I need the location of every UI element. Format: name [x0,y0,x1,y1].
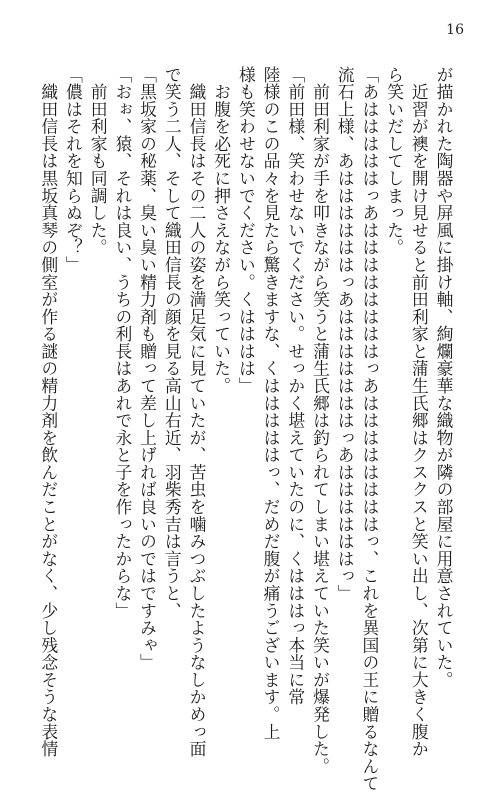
text-line: 「黒坂家の秘薬、臭い臭い精力剤も贈って差し上げれば良いのではですみゃ」 [137,66,158,672]
text-line: で笑う二人、そして織田信長の顔を見る高山右近、羽柴秀吉は言うと、 [162,66,183,620]
text-line: 前田利家も同調した。 [88,66,109,257]
text-line: 前田利家が手を叩きながら笑うと蒲生氏郷は釣られてしまい堪えていた笑いが爆発した。 [310,66,331,775]
text-line: 陸様のこの品々を見たら驚きますな、くはははははっ、だめだ腹が痛うございます。上 [261,66,282,741]
page-number: 16 [446,22,464,38]
text-line: 「前田様、笑わせないでください。せっかく堪えていたのに、くはははっ本当に常 [285,66,306,706]
text-line: お腹を必死に押さえながら笑っていた。 [211,66,232,395]
text-line: 織田信長はその二人の姿を満足気に見ていたが、苦虫を噛みつぶしたようなしかめっ面 [186,66,207,758]
text-line: 「あはははははっあははははははははっあははははははははっ、これを異国の王に贈るなんて [359,66,380,792]
text-line: 様も笑わせないでください。くはははは」 [236,66,257,395]
vertical-text-body [38,66,456,792]
text-line: 流石上様、あははははははっあはははははははっあははははははっ」 [335,66,356,602]
text-line: 「儂はそれを知らぬぞ？」 [63,66,84,274]
text-line: 織田信長は黒坂真琴の側室が作る謎の精力剤を飲んだことがなく、少し残念そうな表情 [38,66,59,758]
text-line: が描かれた陶器や屏風に掛け軸、絢爛豪華な織物が隣の部屋に用意されていた。 [434,66,454,689]
text-line: 近習が襖を開け見せると前田利家と蒲生氏郷はクスクスと笑い出し、次第に大きく腹か [409,66,430,758]
text-line: 「おぉ、猿、それは良い、うちの利長はあれで永と子を作ったからな」 [112,66,133,620]
text-line: ら笑いだしてしまった。 [384,66,405,257]
